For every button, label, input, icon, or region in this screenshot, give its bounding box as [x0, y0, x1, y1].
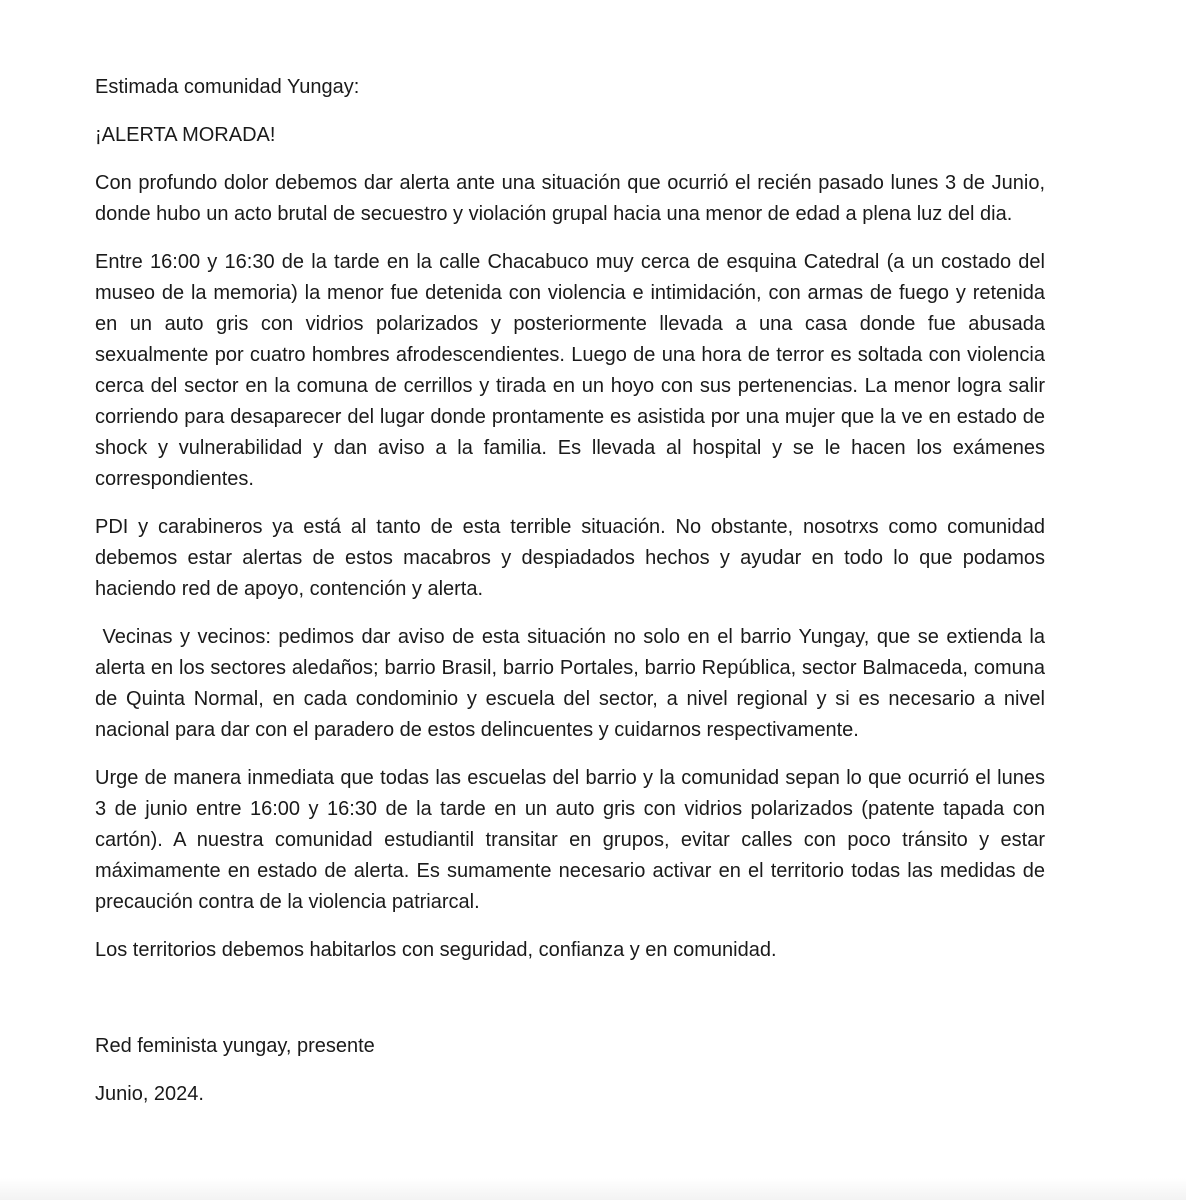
greeting: Estimada comunidad Yungay:	[95, 76, 360, 98]
paragraph-2: Entre 16:00 y 16:30 de la tarde en la calle Chacabuco muy cerca de esquina Catedral (a un costado del museo de la memoria) la menor fue detenida con violencia e intimidación, con armas de fuego y retenida en un auto gris con vidrios polarizados y posteriormente llevada a una casa donde fue abusada sexualmente por cuatro hombres afrodescendientes. Luego de una hora de terror es soltada con violencia cerca del sector en la comuna de cerrillos y tirada en un hoyo con sus pertenencias. La menor logra salir corriendo para desaparecer del lugar donde prontamente es asistida por una mujer que la ve en estado de shock y vulnerabilidad y dan aviso a la familia. Es llevada al hospital y se le hacen los exámenes correspondientes.	[95, 251, 1045, 490]
letter-document	[95, 72, 1051, 1127]
date: Junio, 2024.	[95, 1083, 204, 1105]
paragraph-4: Vecinas y vecinos: pedimos dar aviso de esta situación no solo en el barrio Yungay, que se extienda la alerta en los sectores aledaños; barrio Brasil, barrio Portales, barrio República, sector Balmaceda, comuna de Quinta Normal, en cada condominio y escuela del sector, a nivel regional y si es necesario a nivel nacional para dar con el paradero de estos delincuentes y cuidarnos respectivamente.	[95, 626, 1051, 741]
paragraph-5: Urge de manera inmediata que todas las escuelas del barrio y la comunidad sepan lo que ocurrió el lunes 3 de junio entre 16:00 y 16:30 de la tarde en un auto gris con vidrios polarizados (patente tapada con cartón). A nuestra comunidad estudiantil transitar en grupos, evitar calles con poco tránsito y estar máximamente en estado de alerta. Es sumamente necesario activar en el territorio todas las medidas de precaución contra de la violencia patriarcal.	[95, 767, 1045, 913]
signature-spacer	[95, 983, 1045, 1031]
page-bottom-edge	[0, 1178, 1186, 1200]
paragraph-3: PDI y carabineros ya está al tanto de esta terrible situación. No obstante, nosotrxs como comunidad debemos estar alertas de estos macabros y despiadados hechos y ayudar en todo lo que podamos haciendo red de apoyo, contención y alerta.	[95, 516, 1045, 600]
paragraph-6: Los territorios debemos habitarlos con seguridad, confianza y en comunidad.	[95, 939, 777, 961]
alert-heading: ¡ALERTA MORADA!	[95, 124, 276, 146]
signature: Red feminista yungay, presente	[95, 1035, 375, 1057]
paragraph-1: Con profundo dolor debemos dar alerta ante una situación que ocurrió el recién pasado lunes 3 de Junio, donde hubo un acto brutal de secuestro y violación grupal hacia una menor de edad a plena luz del dia.	[95, 172, 1045, 225]
